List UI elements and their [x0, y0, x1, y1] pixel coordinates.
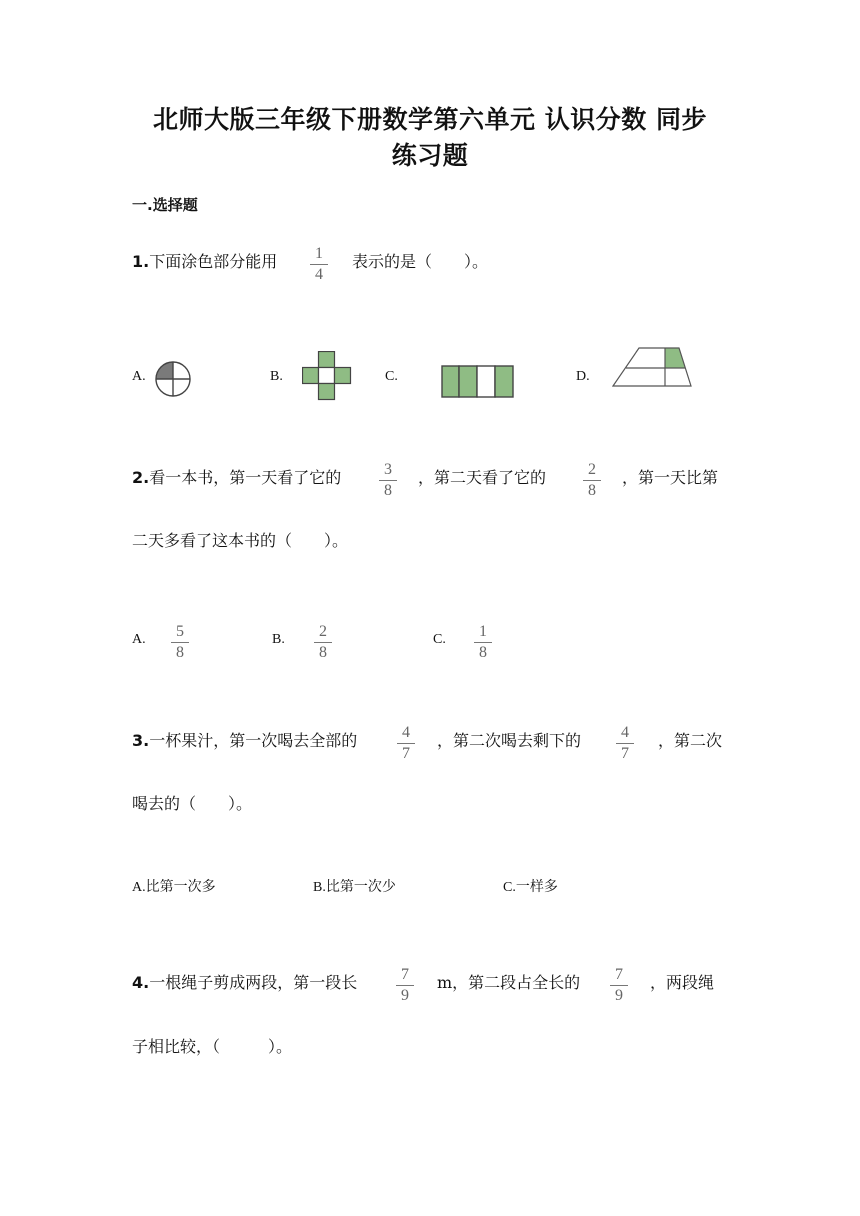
- fraction-numerator: 4: [621, 724, 629, 741]
- title-line-2: 练习题: [391, 141, 469, 170]
- q3-option-b[interactable]: [313, 876, 396, 896]
- question-3-stem-3: ，第二次: [658, 731, 723, 750]
- question-3-stem-line-2: 喝去的（ ）。: [132, 794, 253, 813]
- question-1-number: 1.: [132, 252, 150, 271]
- section-heading: 一.选择题: [132, 196, 198, 214]
- fraction-numerator: 7: [401, 966, 409, 983]
- question-4-text: [132, 972, 357, 994]
- question-3-fraction-1: [396, 725, 416, 762]
- fraction-numerator: 7: [615, 966, 623, 983]
- question-4-stem-3: ，两段绳: [650, 973, 715, 992]
- fraction-numerator: 5: [176, 623, 184, 640]
- question-4-stem-line-2: 子相比较，（ ）。: [132, 1037, 293, 1056]
- fraction-denominator: 8: [176, 644, 184, 661]
- q3-option-a-text: 比第一次多: [145, 879, 216, 895]
- q3-option-c-label: C.: [503, 880, 516, 895]
- fraction-denominator: 8: [319, 644, 327, 661]
- fraction-denominator: 7: [402, 745, 410, 762]
- question-1-stem-end: 表示的是（ ）。: [352, 252, 489, 271]
- title-line-1: 北师大版三年级下册数学第六单元 认识分数 同步: [153, 105, 707, 134]
- question-4-fraction-2: [609, 967, 629, 1004]
- q1-option-c-label[interactable]: C.: [385, 369, 398, 384]
- question-3-stem-2: ，第二次喝去剩下的: [437, 731, 582, 750]
- question-2-stem-3: ，第一天比第: [622, 468, 719, 487]
- question-2-text: [132, 467, 341, 489]
- question-2-fraction-2: [582, 462, 602, 499]
- cross-shape-icon: [302, 351, 352, 401]
- q1-option-a-label[interactable]: A.: [132, 369, 146, 384]
- q2-option-b-fraction[interactable]: [313, 624, 333, 661]
- q2-option-a-fraction[interactable]: [170, 624, 190, 661]
- question-4-stem-1: 一根绳子剪成两段，第一段长: [149, 973, 358, 992]
- fraction-denominator: 8: [479, 644, 487, 661]
- q3-option-c[interactable]: [503, 876, 558, 896]
- question-2-stem-1: 看一本书，第一天看了它的: [149, 468, 342, 487]
- question-3-fraction-2: [615, 725, 635, 762]
- q3-option-b-text: 比第一次少: [325, 879, 396, 895]
- fraction-denominator: 9: [401, 987, 409, 1004]
- fraction-denominator: 4: [315, 266, 323, 283]
- fraction-numerator: 2: [319, 623, 327, 640]
- question-1-fraction: [309, 246, 329, 283]
- q3-option-a[interactable]: [132, 876, 216, 896]
- question-1-stem: 下面涂色部分能用: [149, 252, 278, 271]
- fraction-denominator: 7: [621, 745, 629, 762]
- fraction-denominator: 8: [588, 482, 596, 499]
- page-title: [0, 102, 860, 174]
- fraction-denominator: 9: [615, 987, 623, 1004]
- question-2-number: 2.: [132, 468, 150, 487]
- q3-option-b-label: B.: [313, 880, 326, 895]
- question-2-fraction-1: [378, 462, 398, 499]
- question-4-stem-2: m，第二段占全长的: [437, 973, 581, 992]
- circle-quartered-icon: [154, 360, 192, 398]
- four-column-rectangle-icon: [441, 365, 515, 398]
- q1-option-d-label[interactable]: D.: [576, 369, 590, 384]
- fraction-numerator: 4: [402, 724, 410, 741]
- fraction-numerator: 3: [384, 461, 392, 478]
- q3-option-a-label: A.: [132, 880, 146, 895]
- question-2-stem-line-2: 二天多看了这本书的（ ）。: [132, 531, 349, 550]
- question-4-number: 4.: [132, 973, 150, 992]
- fraction-denominator: 8: [384, 482, 392, 499]
- fraction-numerator: 1: [315, 245, 323, 262]
- fraction-numerator: 1: [479, 623, 487, 640]
- q2-option-b-label[interactable]: B.: [272, 632, 285, 647]
- question-1-text: [132, 251, 277, 273]
- fraction-numerator: 2: [588, 461, 596, 478]
- q2-option-a-label[interactable]: A.: [132, 632, 146, 647]
- question-3-stem-1: 一杯果汁，第一次喝去全部的: [149, 731, 358, 750]
- question-3-number: 3.: [132, 731, 150, 750]
- divided-trapezoid-icon: [612, 346, 692, 388]
- q1-option-b-label[interactable]: B.: [270, 369, 283, 384]
- question-2-stem-2: ，第二天看了它的: [418, 468, 547, 487]
- q2-option-c-fraction[interactable]: [473, 624, 493, 661]
- q3-option-c-text: 一样多: [515, 879, 558, 895]
- question-3-text: [132, 730, 357, 752]
- q2-option-c-label[interactable]: C.: [433, 632, 446, 647]
- question-4-fraction-1: [395, 967, 415, 1004]
